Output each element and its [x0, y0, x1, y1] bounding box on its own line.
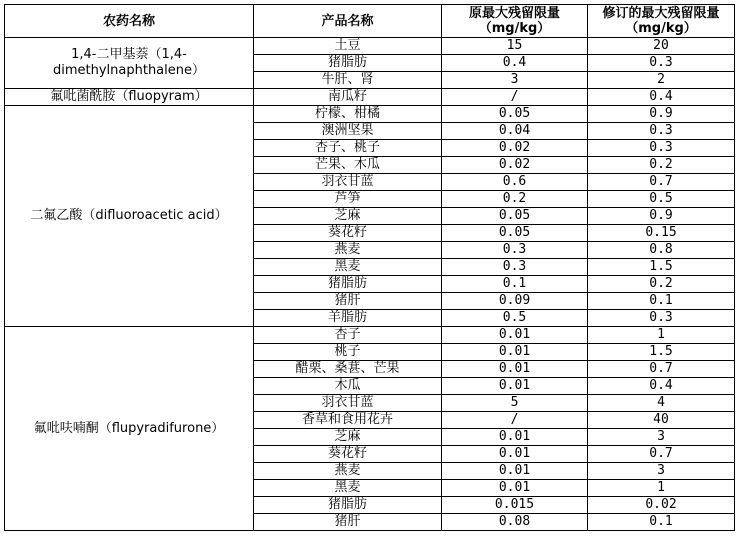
original-mrl-cell: 0.5 [442, 310, 588, 327]
revised-mrl-cell: 0.9 [588, 208, 735, 225]
product-cell: 羽衣甘蓝 [254, 174, 442, 191]
product-cell: 猪脂肪 [254, 55, 442, 72]
mrl-table [4, 4, 735, 531]
pesticide-name-cell: 氟吡菌酰胺（fluopyram） [5, 89, 254, 106]
original-mrl-cell: 0.01 [442, 463, 588, 480]
original-mrl-cell: 0.01 [442, 429, 588, 446]
product-cell: 黑麦 [254, 259, 442, 276]
header-row [5, 5, 735, 38]
original-mrl-cell: 0.04 [442, 123, 588, 140]
table-row [5, 327, 735, 344]
revised-mrl-cell: 1.5 [588, 344, 735, 361]
product-cell: 黑麦 [254, 480, 442, 497]
revised-mrl-cell: 1.5 [588, 259, 735, 276]
original-mrl-cell: 0.1 [442, 276, 588, 293]
original-mrl-cell: 15 [442, 38, 588, 55]
product-cell: 南瓜籽 [254, 89, 442, 106]
product-cell: 木瓜 [254, 378, 442, 395]
product-cell: 香草和食用花卉 [254, 412, 442, 429]
revised-mrl-cell: 0.7 [588, 446, 735, 463]
revised-mrl-cell: 3 [588, 429, 735, 446]
original-mrl-cell: / [442, 89, 588, 106]
revised-mrl-cell: 1 [588, 327, 735, 344]
product-cell: 羽衣甘蓝 [254, 395, 442, 412]
header-pesticide: 农药名称 [5, 5, 254, 38]
revised-mrl-cell: 4 [588, 395, 735, 412]
product-cell: 猪肝 [254, 293, 442, 310]
original-mrl-cell: 0.01 [442, 344, 588, 361]
header-original-mrl: 原最大残留限量（mg/kg） [442, 5, 588, 38]
pesticide-name-cell: 二氟乙酸（difluoroacetic acid） [5, 106, 254, 327]
revised-mrl-cell: 0.3 [588, 140, 735, 157]
product-cell: 燕麦 [254, 242, 442, 259]
product-cell: 牛肝、肾 [254, 72, 442, 89]
original-mrl-cell: 0.05 [442, 106, 588, 123]
table-row [5, 38, 735, 55]
revised-mrl-cell: 40 [588, 412, 735, 429]
original-mrl-cell: 0.015 [442, 497, 588, 514]
product-cell: 猪脂肪 [254, 497, 442, 514]
product-cell: 芝麻 [254, 208, 442, 225]
revised-mrl-cell: 0.1 [588, 514, 735, 531]
product-cell: 燕麦 [254, 463, 442, 480]
original-mrl-cell: 0.09 [442, 293, 588, 310]
original-mrl-cell: 0.2 [442, 191, 588, 208]
product-cell: 芦笋 [254, 191, 442, 208]
revised-mrl-cell: 0.3 [588, 310, 735, 327]
revised-mrl-cell: 0.7 [588, 174, 735, 191]
product-cell: 杏子、桃子 [254, 140, 442, 157]
product-cell: 猪肝 [254, 514, 442, 531]
original-mrl-cell: 0.01 [442, 327, 588, 344]
product-cell: 土豆 [254, 38, 442, 55]
product-cell: 羊脂肪 [254, 310, 442, 327]
header-revised-mrl: 修订的最大残留限量（mg/kg） [588, 5, 735, 38]
revised-mrl-cell: 0.5 [588, 191, 735, 208]
original-mrl-cell: 0.01 [442, 480, 588, 497]
pesticide-name-cell: 氟吡呋喃酮（flupyradifurone） [5, 327, 254, 531]
original-mrl-cell: 0.4 [442, 55, 588, 72]
product-cell: 葵花籽 [254, 446, 442, 463]
original-mrl-cell: 0.3 [442, 259, 588, 276]
original-mrl-cell: 0.01 [442, 446, 588, 463]
original-mrl-cell: 3 [442, 72, 588, 89]
product-cell: 醋栗、桑葚、芒果 [254, 361, 442, 378]
revised-mrl-cell: 0.02 [588, 497, 735, 514]
revised-mrl-cell: 0.3 [588, 123, 735, 140]
original-mrl-cell: 0.08 [442, 514, 588, 531]
original-mrl-cell: 5 [442, 395, 588, 412]
table-body [5, 38, 735, 531]
revised-mrl-cell: 0.2 [588, 157, 735, 174]
revised-mrl-cell: 0.7 [588, 361, 735, 378]
original-mrl-cell: / [442, 412, 588, 429]
product-cell: 猪脂肪 [254, 276, 442, 293]
revised-mrl-cell: 0.4 [588, 378, 735, 395]
revised-mrl-cell: 20 [588, 38, 735, 55]
pesticide-name-cell: 1,4-二甲基萘（1,4-dimethylnaphthalene） [5, 38, 254, 89]
original-mrl-cell: 0.02 [442, 157, 588, 174]
table-row [5, 106, 735, 123]
original-mrl-cell: 0.02 [442, 140, 588, 157]
revised-mrl-cell: 0.1 [588, 293, 735, 310]
revised-mrl-cell: 2 [588, 72, 735, 89]
product-cell: 葵花籽 [254, 225, 442, 242]
product-cell: 桃子 [254, 344, 442, 361]
header-product: 产品名称 [254, 5, 442, 38]
revised-mrl-cell: 0.4 [588, 89, 735, 106]
original-mrl-cell: 0.3 [442, 242, 588, 259]
original-mrl-cell: 0.05 [442, 225, 588, 242]
revised-mrl-cell: 0.9 [588, 106, 735, 123]
original-mrl-cell: 0.05 [442, 208, 588, 225]
revised-mrl-cell: 0.8 [588, 242, 735, 259]
product-cell: 芝麻 [254, 429, 442, 446]
revised-mrl-cell: 1 [588, 480, 735, 497]
original-mrl-cell: 0.01 [442, 378, 588, 395]
product-cell: 柠檬、柑橘 [254, 106, 442, 123]
original-mrl-cell: 0.01 [442, 361, 588, 378]
revised-mrl-cell: 0.15 [588, 225, 735, 242]
product-cell: 澳洲坚果 [254, 123, 442, 140]
revised-mrl-cell: 0.2 [588, 276, 735, 293]
revised-mrl-cell: 0.3 [588, 55, 735, 72]
revised-mrl-cell: 3 [588, 463, 735, 480]
product-cell: 芒果、木瓜 [254, 157, 442, 174]
original-mrl-cell: 0.6 [442, 174, 588, 191]
product-cell: 杏子 [254, 327, 442, 344]
table-row [5, 89, 735, 106]
